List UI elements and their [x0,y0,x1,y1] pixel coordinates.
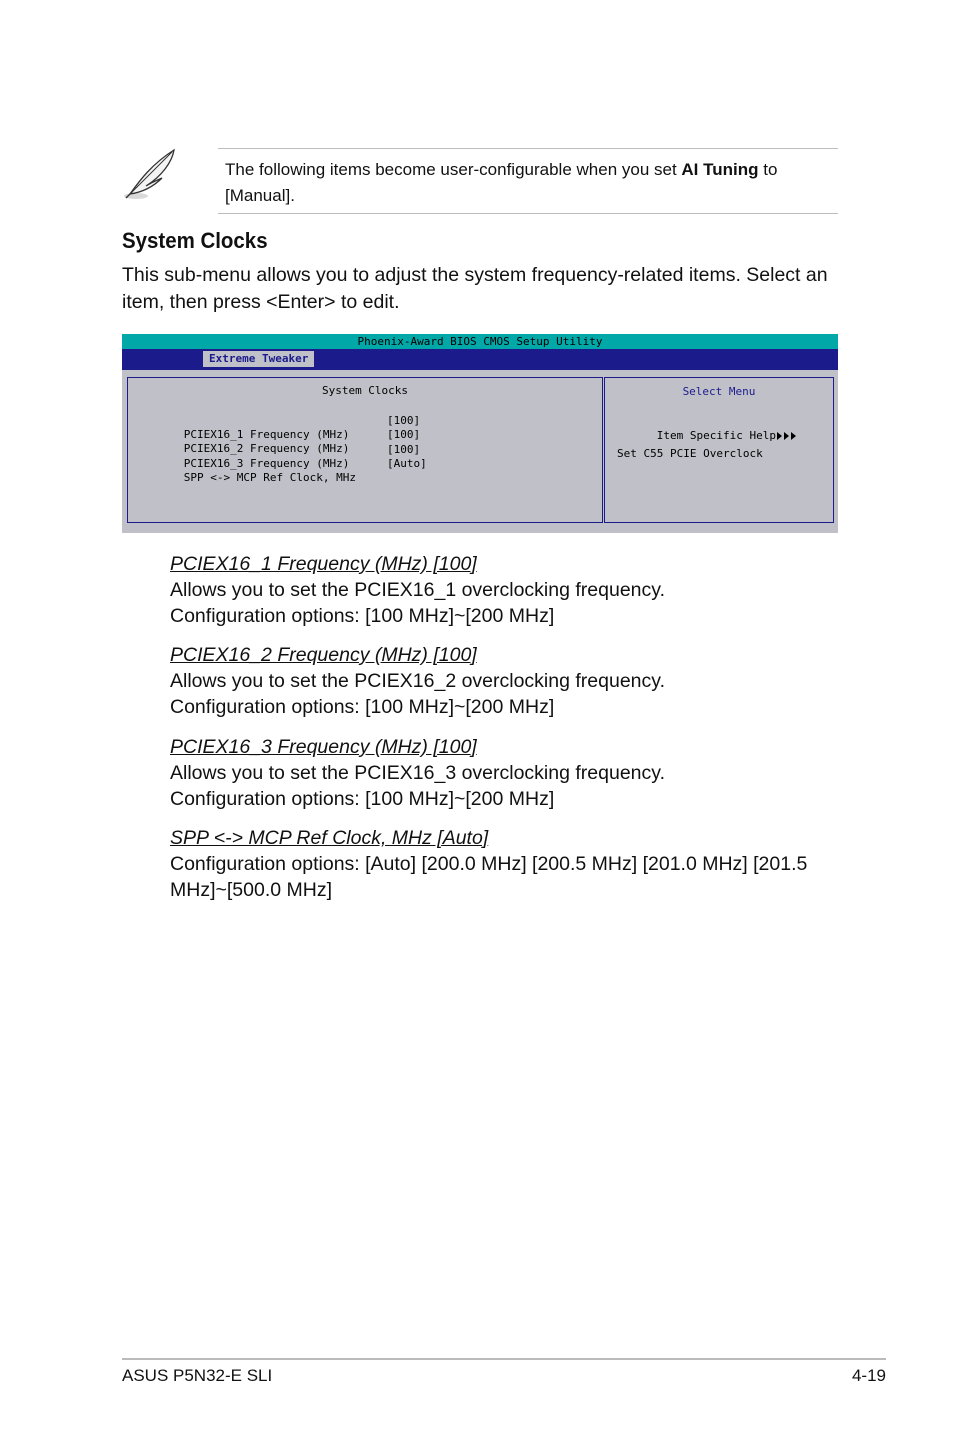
item-pciex16-2 [170,642,850,720]
footer-rule [122,1358,886,1360]
bios-menu-bar [122,349,838,370]
item-title: PCIEX16_1 Frequency (MHz) [100] [170,553,477,575]
bios-item-label: PCIEX16_1 Frequency (MHz) [183,428,350,441]
section-intro: This sub-menu allows you to adjust the system frequency-related items. Select an item, then press <Enter> to edit. [122,264,828,313]
item-options: Configuration options: [Auto] [200.0 MHz] [200.5 MHz] [201.0 MHz] [201.5 MHz]~[500.0 MHz] [170,853,808,901]
item-pciex16-3 [170,734,850,812]
item-description: Allows you to set the PCIEX16_3 overclocking frequency. [170,762,665,784]
bios-item-label: SPP <-> MCP Ref Clock, MHz [183,471,356,484]
bios-item-label: PCIEX16_3 Frequency (MHz) [183,457,350,470]
section-title: System Clocks [122,228,268,253]
item-description: Allows you to set the PCIEX16_1 overclocking frequency. [170,579,665,601]
bios-help-label: Item Specific Help [656,429,776,442]
item-spp-mcp-ref-clock [170,825,820,903]
note-text-after: to [Manual]. [225,160,778,205]
bios-title-bar: Phoenix-Award BIOS CMOS Setup Utility [122,334,838,349]
bios-help-panel [604,377,834,523]
feather-quill-icon [122,146,180,204]
footer-product: ASUS P5N32-E SLI [122,1366,273,1385]
bios-item-pciex16-1[interactable] [144,414,421,441]
note-text-before: The following items become user-configurable when you set [225,160,682,179]
item-title: PCIEX16_2 Frequency (MHz) [100] [170,644,477,666]
bios-screenshot [122,334,838,533]
note-bold: AI Tuning [681,160,759,179]
bios-item-label: PCIEX16_2 Frequency (MHz) [183,442,350,455]
bios-panel-heading: System Clocks [321,384,409,397]
item-options: Configuration options: [100 MHz]~[200 MHz] [170,788,555,810]
bios-item-value: [100] [387,443,421,456]
item-title: PCIEX16_3 Frequency (MHz) [100] [170,736,477,758]
bios-item-pciex16-2[interactable] [144,428,421,455]
bios-item-value: [Auto] [387,457,427,470]
item-title: SPP <-> MCP Ref Clock, MHz [Auto] [170,827,489,849]
bios-item-value: [100] [387,414,421,427]
item-description: Allows you to set the PCIEX16_2 overclocking frequency. [170,670,665,692]
item-options: Configuration options: [100 MHz]~[200 MHz] [170,605,555,627]
item-options: Configuration options: [100 MHz]~[200 MHz] [170,696,555,718]
item-pciex16-1 [170,551,850,629]
footer-page-number: 4-19 [851,1366,886,1385]
bios-item-spp-mcp-ref-clock[interactable] [144,457,427,484]
bios-main-panel [127,377,603,523]
note-box [218,148,838,214]
triple-chevron-right-icon [776,431,798,441]
bios-item-value: [100] [387,428,421,441]
bios-help-heading: Select Menu [682,385,756,398]
bios-tab-extreme-tweaker[interactable]: Extreme Tweaker [203,351,314,367]
bios-help-description: Set C55 PCIE Overclock [617,447,763,460]
